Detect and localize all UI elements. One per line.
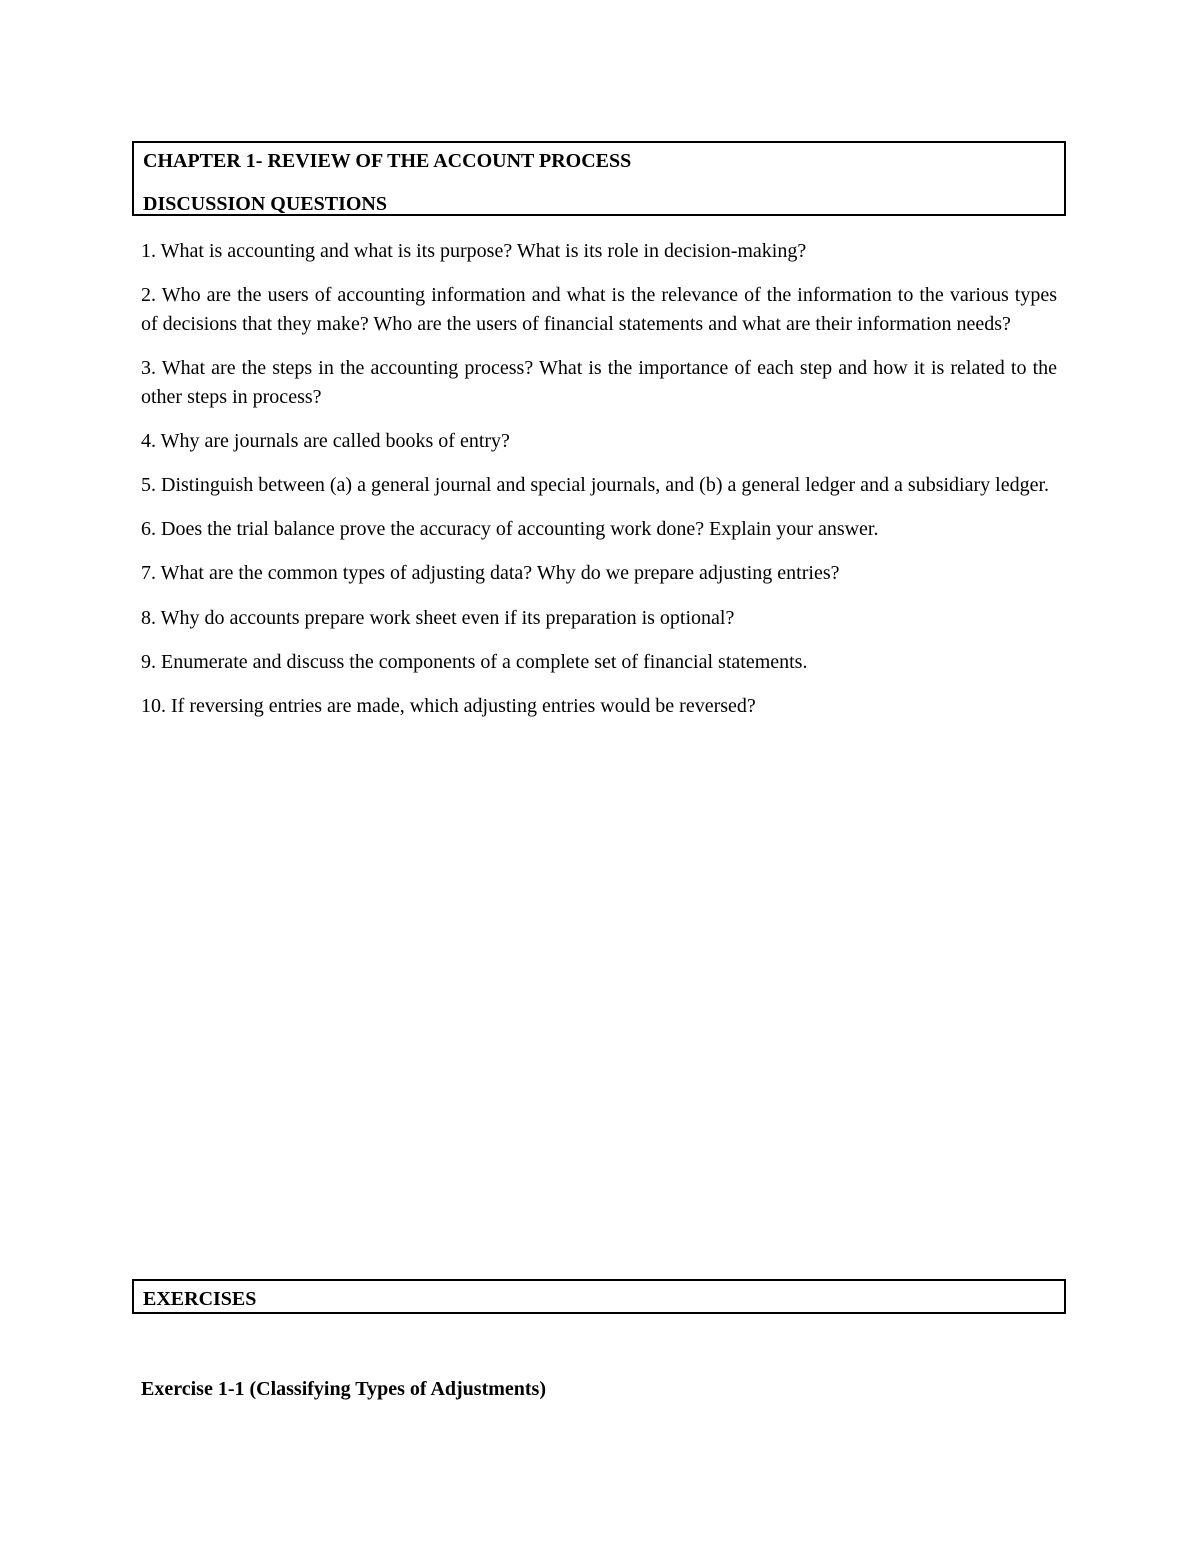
exercises-header-box xyxy=(132,1279,1066,1314)
discussion-question: 8. Why do accounts prepare work sheet even if its preparation is optional? xyxy=(141,606,735,629)
discussion-question: 6. Does the trial balance prove the accuracy of accounting work done? Explain your answer. xyxy=(141,518,879,541)
discussion-question: 3. What are the steps in the accounting process? What is the importance of each step and how it is related to the other steps in process? xyxy=(141,356,1057,408)
discussion-question: 5. Distinguish between (a) a general journal and special journals, and (b) a general ledger and a subsidiary ledger. xyxy=(141,473,1050,496)
chapter-title: CHAPTER 1- REVIEW OF THE ACCOUNT PROCESS xyxy=(143,150,632,172)
chapter-header-box xyxy=(132,141,1066,216)
discussion-question: 9. Enumerate and discuss the components of a complete set of financial statements. xyxy=(141,650,808,673)
discussion-question: 2. Who are the users of accounting information and what is the relevance of the information to the various types of decisions that they make? Who are the users of financial statements and what are their information needs? xyxy=(141,284,1057,335)
discussion-question: 1. What is accounting and what is its purpose? What is its role in decision-making? xyxy=(141,240,807,262)
discussion-question-list xyxy=(141,237,1057,736)
exercise-title: Exercise 1-1 (Classifying Types of Adjustments) xyxy=(141,1378,546,1400)
discussion-question: 7. What are the common types of adjusting data? Why do we prepare adjusting entries? xyxy=(141,562,840,585)
discussion-question: 10. If reversing entries are made, which adjusting entries would be reversed? xyxy=(141,694,756,717)
discussion-questions-heading: DISCUSSION QUESTIONS xyxy=(143,193,387,215)
discussion-question: 4. Why are journals are called books of entry? xyxy=(141,429,510,452)
exercises-heading: EXERCISES xyxy=(143,1288,257,1310)
